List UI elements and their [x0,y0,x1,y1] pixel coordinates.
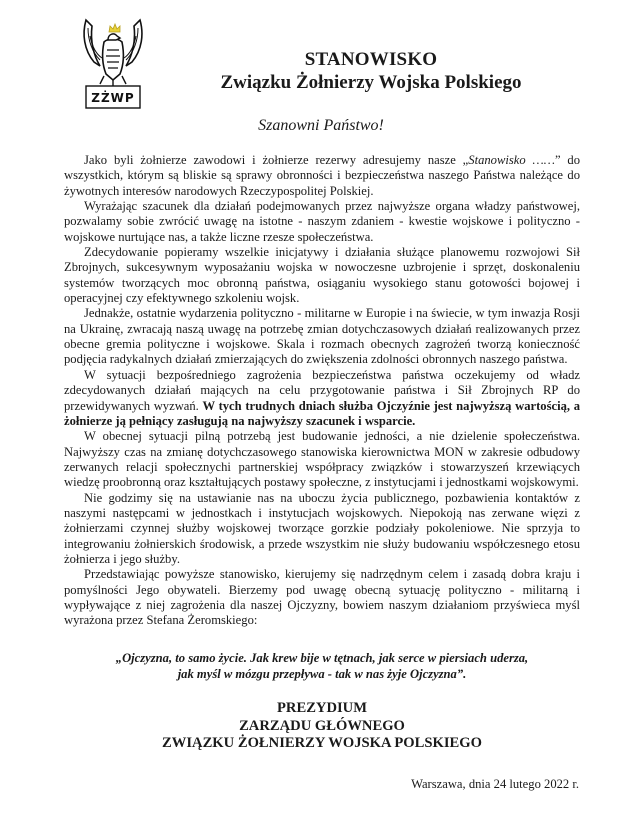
body-paragraph [64,368,580,429]
body-paragraph [64,199,580,245]
paragraph-text: Nie godzimy się na ustawianie nas na uboczu życia publicznego, pozbawienia kontaktów z naszymi następcami w jednostkach i instytucjach wojskowych. Niepokoją nas zerwane więzi z żołnierzami czynnej służby wojskowej tworzące gorzkie podziały pokoleniowe. Nie sprzyja to integrowaniu żołnierskich środowisk, a przede wszystkim nie służy budowaniu współczesnego etosu żołnierza i jego służby. [64,490,580,566]
document-subtitle: Związku Żołnierzy Wojska Polskiego [220,72,522,93]
paragraph-text: Jednakże, ostatnie wydarzenia polityczno - militarne w Europie i na świecie, w tym inwazja Rosji na Ukrainę, zwracają naszą uwagę na potrzebę zmian dotychczasowych działań realizowanych przez obecne gremia polityczne i wojskowe. Skala i rozmach obecnych zagrożeń tworzą konieczność podjęcia radykalnych działań zmierzających do zwiększenia zdolności obronnych naszego państwa. [64,306,580,367]
paragraph-text: Jako byli żołnierze zawodowi i żołnierze rezerwy adresujemy nasze „ [84,153,469,167]
signature-block [64,700,580,753]
body-paragraph [64,429,580,490]
document-header [150,48,592,95]
quotation-line: „Ojczyzna, to samo życie. Jak krew bije w tętnach, jak serce w piersiach uderza, [115,651,529,665]
paragraph-text: Wyrażając szacunek dla działań podejmowanych przez najwyższe organa władzy państwowej, pozwalamy sobie zwrócić uwagę na istotne - naszym zdaniem - kwestie wojskowe i polityczno - wojskowe nurtujące nas, a także liczne rzesze społeczeństwa. [64,199,580,244]
document-title: STANOWISKO [304,49,438,70]
body-paragraph [64,491,580,568]
salutation: Szanowni Państwo! [258,117,384,134]
place-and-date: Warszawa, dnia 24 lutego 2022 r. [411,777,579,791]
quotation [64,650,580,682]
paragraph-text: W sytuacji bezpośredniego zagrożenia bezpieczeństwa państwa oczekujemy od władz zdecydowanych działań mających na celu przygotowanie państwa i Sił Zbrojnych RP do przewidywanych wyzwań. [64,367,580,413]
signature-line: ZARZĄDU GŁÓWNEGO [239,717,405,734]
paragraph-text: W obecnej sytuacji pilną potrzebą jest budowanie jedności, a nie dzielenie społeczeństwa. Najwyższy czas na zmianę dotychczasowego stanowiska kierownictwa MON w zakresie odbudowy zerwanych relacji społecznychi partnerskiej współpracy związków i stowarzyszeń krzewiących wiedzę proobronną oraz kształtujących postawy społeczne, z instytucjami i jednostkami wojskowymi. [64,429,580,490]
body-paragraph [64,567,580,628]
organization-logo [80,16,146,110]
document-body [64,153,580,629]
paragraph-text: Zdecydowanie popieramy wszelkie inicjatywy i działania służące planowemu rozwojowi Sił Zbrojnych, sukcesywnym wyposażaniu wojska w nowoczesne uzbrojenie i sprzęt, doskonaleniu systemów tworzących moc obronną państwa, osiąganiu wysokiego stanu gotowości bojowej i operacyjnej czy efektywnego szkoleniu wojsk. [64,245,580,306]
paragraph-text: ” do wszystkich, którym są bliskie są sprawy obronności i bezpieczeństwa naszego Państwa należące do żywotnych interesów narodowych Rzeczypospolitej Polskiej. [64,153,580,198]
signature-line: ZWIĄZKU ŻOŁNIERZY WOJSKA POLSKIEGO [162,735,482,751]
signature-line: PREZYDIUM [277,700,367,716]
body-paragraph [64,306,580,367]
italic-text: Stanowisko …… [468,153,555,167]
emphasized-text: W tych trudnych dniach służba Ojczyźnie jest najwyższą wartością, a żołnierze ją pełniący zasługują na najwyższy szacunek i wsparcie. [64,398,580,428]
eagle-emblem-icon [80,16,146,110]
logo-label: ZŻWP [91,91,135,105]
quotation-line: jak myśl w mózgu przepływa - tak w nas żyje Ojczyzna”. [177,667,467,681]
paragraph-text: Przedstawiając powyższe stanowisko, kierujemy się nadrzędnym celem i zasadą dobra kraju i pomyślności Jego obywateli. Bierzemy pod uwagę obecną sytuację polityczno - militarną i wypływające z niej zagrożenia dla naszej Ojczyzny, bowiem naszym działaniom przyświeca myśl wyrażona przez Stefana Żeromskiego: [64,567,580,628]
body-paragraph [64,245,580,306]
body-paragraph [64,153,580,199]
